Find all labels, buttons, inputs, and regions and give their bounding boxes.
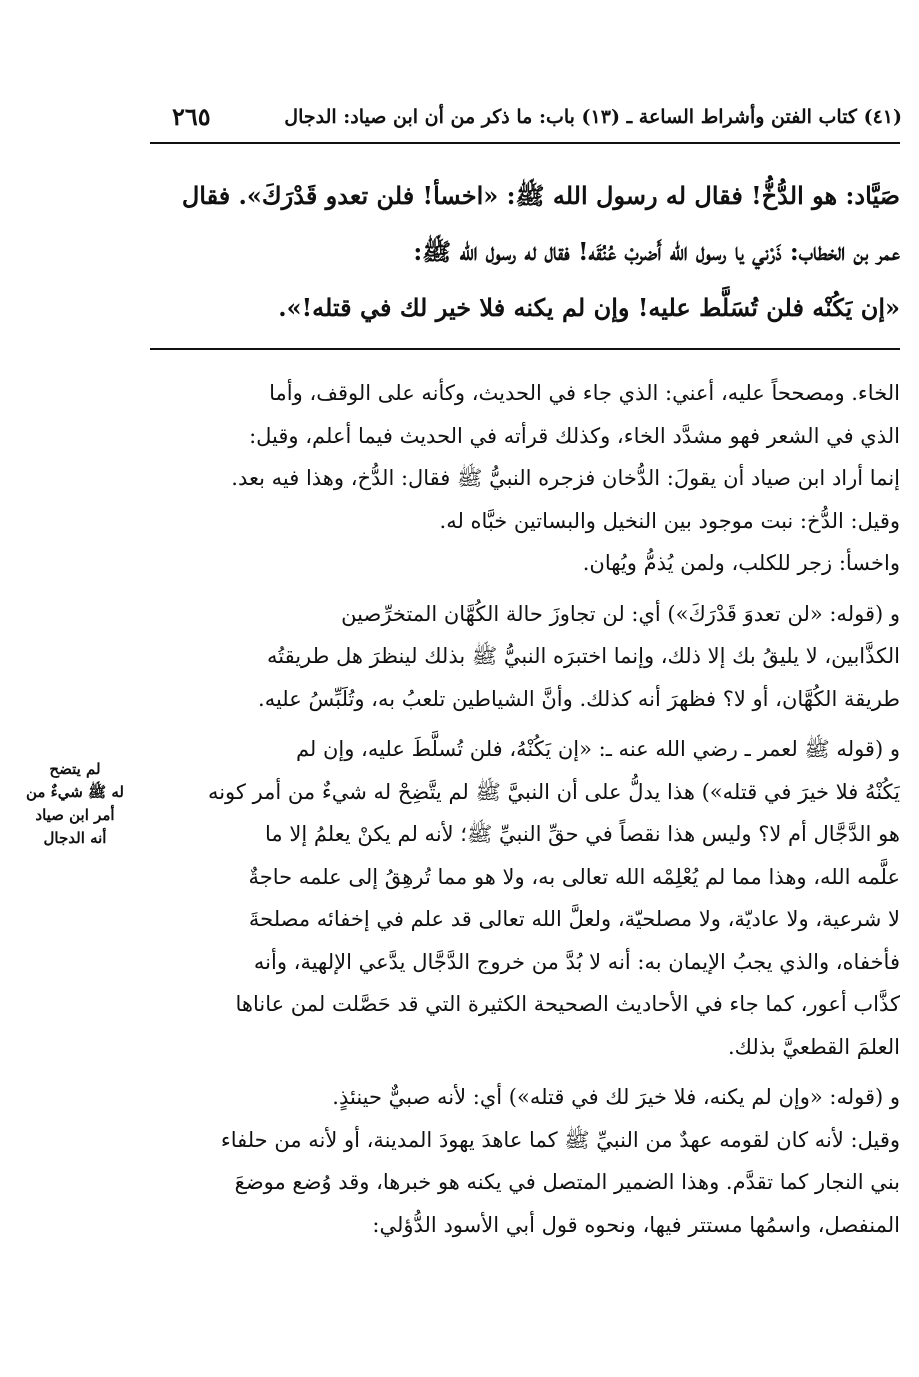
page-number: ٢٦٥ bbox=[172, 102, 211, 131]
commentary-text bbox=[150, 372, 900, 1246]
margin-note bbox=[6, 758, 144, 850]
paragraph-gap bbox=[150, 720, 900, 728]
commentary-line: وقيل: لأنه كان لقومه عهدٌ من النبيِّ ﷺ كما عاهدَ يهودَ المدينة، أو لأنه من حلفاء bbox=[220, 1127, 900, 1152]
hadith-line: صَيَّاد: هو الدُّخُّ! فقال له رسول الله ﷺ: «اخسأ! فلن تعدو قَدْرَكَ». فقال bbox=[181, 181, 900, 210]
margin-note-line: أمر ابن صياد bbox=[35, 806, 115, 824]
commentary-line: و (قوله: «لن تعدوَ قَدْرَكَ») أي: لن تجاوزَ حالة الكُهَّان المتخرِّصين bbox=[341, 601, 900, 626]
commentary-line: طريقة الكُهَّان، أو لا؟ فظهرَ أنه كذلك. وأنَّ الشياطين تلعبُ به، وتُلَبِّسُ عليه. bbox=[258, 686, 900, 711]
commentary-line: الخاء. ومصححاً عليه، أعني: الذي جاء في الحديث، وكأنه على الوقف، وأما bbox=[269, 381, 900, 405]
commentary-line: الذي في الشعر فهو مشدَّد الخاء، وكذلك قرأته في الحديث فيما أعلم، وقيل: bbox=[249, 423, 900, 448]
hadith-text bbox=[150, 168, 900, 336]
margin-note-line: أنه الدجال bbox=[43, 829, 107, 847]
header-rule bbox=[150, 142, 900, 144]
margin-note-line: له ﷺ شيءٌ من bbox=[26, 783, 124, 801]
commentary-line: بني النجار كما تقدَّم. وهذا الضمير المتصل في يكنه هو خبرها، وقد وُضع موضعَ bbox=[234, 1170, 900, 1194]
commentary-line: كذَّاب أعور، كما جاء في الأحاديث الصحيحة الكثيرة التي قد حَصَّلت لمن عاناها bbox=[235, 992, 900, 1016]
paragraph-gap bbox=[150, 585, 900, 593]
commentary-line: وقيل: الدُّخ: نبت موجود بين النخيل والبساتين خبَّاه له. bbox=[439, 508, 900, 533]
commentary-line: فأخفاه، والذي يجبُ الإيمان به: أنه لا بُدَّ من خروج الدَّجَّال يدَّعي الإلهية، وأنه bbox=[253, 949, 900, 974]
hadith-line: «إن يَكُنْه فلن تُسَلَّط عليه! وإن لم يكنه فلا خير لك في قتله!». bbox=[278, 293, 900, 322]
section-divider bbox=[150, 348, 900, 350]
header-title: (٤١) كتاب الفتن وأشراط الساعة ـ (١٣) باب: ما ذكر من أن ابن صياد: الدجال bbox=[284, 106, 902, 128]
paragraph-gap bbox=[150, 1068, 900, 1076]
margin-note-line: لم يتضح bbox=[49, 760, 101, 778]
commentary-line: الكذَّابين، لا يليقُ بك إلا ذلك، وإنما اختبرَه النبيُّ ﷺ بذلك لينظرَ هل طريقتُه bbox=[266, 644, 900, 668]
commentary-line: إنما أراد ابن صياد أن يقولَ: الدُّخان فزجره النبيُّ ﷺ فقال: الدُّخ، وهذا فيه بعد. bbox=[231, 466, 900, 490]
commentary-line: لا شرعية، ولا عاديّة، ولا مصلحيّة، ولعلَّ الله تعالى قد علم في إخفائه مصلحةَ bbox=[248, 907, 900, 931]
commentary-line: واخسأ: زجر للكلب، ولمن يُذمُّ ويُهان. bbox=[582, 551, 900, 575]
commentary-line: علَّمه الله، وهذا مما لم يُعْلِمْه الله تعالى به، ولا هو مما تُرهِقُ إلى علمه حاجةٌ bbox=[248, 864, 900, 889]
running-header bbox=[150, 102, 912, 138]
commentary-line: العلمَ القطعيَّ بذلك. bbox=[728, 1034, 900, 1059]
commentary-line: و (قوله ﷺ لعمر ـ رضي الله عنه ـ: «إن يَكُنْهُ، فلن تُسلَّطَ عليه، وإن لم bbox=[295, 737, 900, 761]
commentary-line: المنفصل، واسمُها مستتر فيها، ونحوه قول أبي الأسود الدُّؤلي: bbox=[372, 1212, 900, 1237]
commentary-line: هو الدَّجَّال أم لا؟ وليس هذا نقصاً في حقِّ النبيِّ ﷺ؛ لأنه لم يكنْ يعلمُ إلا ما bbox=[265, 822, 900, 846]
commentary-line: و (قوله: «وإن لم يكنه، فلا خيرَ لك في قتله») أي: لأنه صبيٌّ حينئذٍ. bbox=[332, 1085, 900, 1109]
hadith-line: عمر بن الخطاب: ذَرْني يا رسول الله أَضربْ عُنُقَه! فقال له رسول الله ﷺ: bbox=[413, 237, 900, 266]
commentary-line: يَكُنْهُ فلا خيرَ في قتله») هذا يدلُّ على أن النبيَّ ﷺ لم يتَّضِحْ له شيءٌ من أمر كونه bbox=[207, 779, 900, 804]
